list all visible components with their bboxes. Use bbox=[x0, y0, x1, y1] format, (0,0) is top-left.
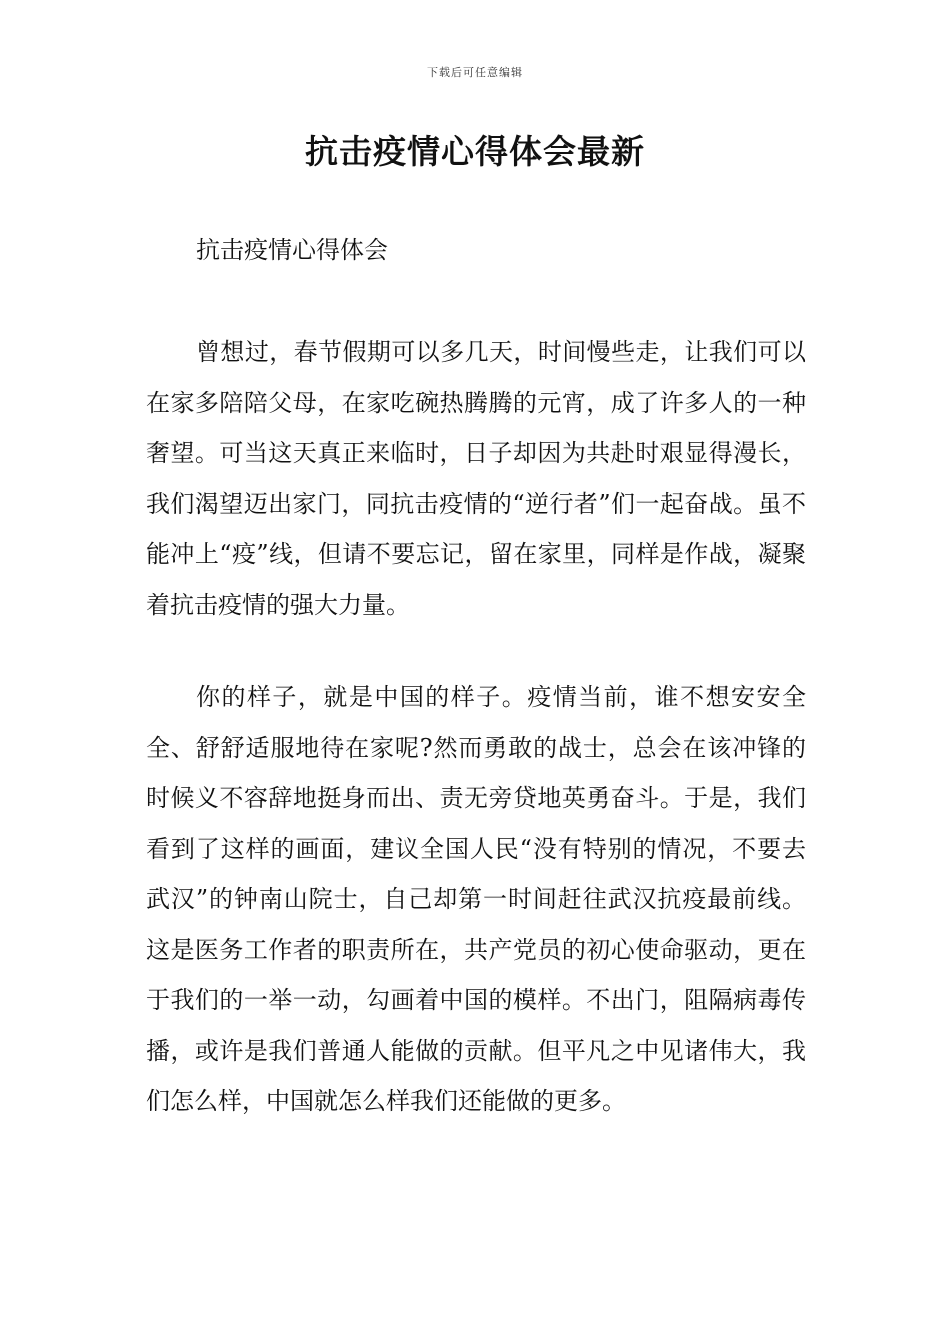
document-title: 抗击疫情心得体会最新 bbox=[305, 132, 645, 171]
document-subheading: 抗击疫情心得体会 bbox=[196, 236, 388, 264]
header-note: 下载后可任意编辑 bbox=[427, 66, 523, 79]
paragraph: 曾想过，春节假期可以多几天，时间慢些走，让我们可以在家多陪陪父母，在家吃碗热腾腾的元宵，成了许多人的一种奢望。可当这天真正来临时，日子却因为共赴时艰显得漫长，我们渴望迈出家门，同抗击疫情的“逆行者”们一起奋战。虽不能冲上“疫”线，但请不要忘记，留在家里，同样是作战，凝聚着抗击疫情的强大力量。 bbox=[146, 338, 806, 619]
paragraph: 你的样子，就是中国的样子。疫情当前，谁不想安安全全、舒舒适服地待在家呢?然而勇敢的战士，总会在该冲锋的时候义不容辞地挺身而出、责无旁贷地英勇奋斗。于是，我们看到了这样的画面，建议全国人民“没有特别的情况，不要去武汉”的钟南山院士，自己却第一时间赶往武汉抗疫最前线。这是医务工作者的职责所在，共产党员的初心使命驱动，更在于我们的一举一动，勾画着中国的模样。不出门，阻隔病毒传播，或许是我们普通人能做的贡献。但平凡之中见诸伟大，我们怎么样，中国就怎么样我们还能做的更多。 bbox=[146, 683, 806, 1115]
